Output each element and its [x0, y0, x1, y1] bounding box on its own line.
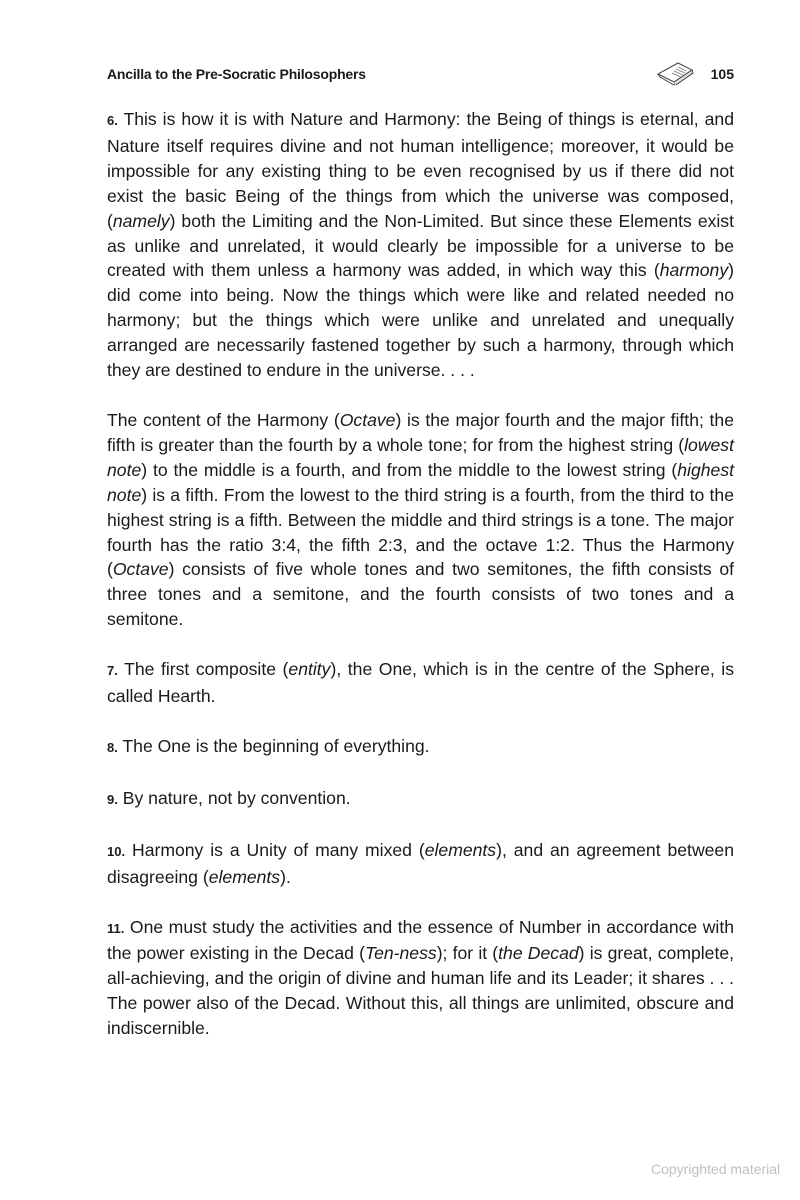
- text: ), and an agreement between disagreeing (: [107, 839, 735, 887]
- fragment-11: [107, 915, 734, 1042]
- text: ); for it (: [436, 943, 499, 964]
- text: The content of the Harmony (: [107, 409, 340, 430]
- italic-text: elements: [208, 866, 281, 887]
- fragment-6-continued: [107, 408, 734, 632]
- page-body: [107, 107, 734, 1041]
- text: ).: [280, 866, 291, 887]
- italic-text: lowest note: [107, 434, 734, 480]
- italic-text: Ten-ness: [364, 943, 437, 964]
- text: ), the One, which is in the centre of the Sphere, is called Hearth.: [107, 659, 735, 707]
- fragment-number: 9.: [107, 791, 118, 807]
- text: ) is the major fourth and the major fifth; the fifth is greater than the fourth by a whole tone; for from the highest string (: [107, 409, 734, 455]
- text: ) is a fifth. From the lowest to the third string is a fourth, from the third to the highest string is a fifth. Between the middle and third strings is a tone. The major fourth has the ratio 3:4, the fifth 2:3, and the octave 1:2. Thus the Harmony (: [107, 484, 734, 580]
- text: ) consists of five whole tones and two semitones, the fifth consists of three tones and a semitone, and the fourth consists of two tones and a semitone.: [107, 559, 734, 630]
- fragment-10: [107, 838, 734, 890]
- text: One must study the activities and the essence of Number in accordance with the power existing in the Decad (: [107, 916, 735, 964]
- text: This is how it is with Nature and Harmony: the Being of things is eternal, and Nature itself requires divine and not human intelligence; moreover, it would be impossible for any existing thing to be even recognised by us if there did not exist the basic Being of the things from which the universe was composed, (: [107, 109, 734, 231]
- italic-text: Octave: [339, 409, 396, 430]
- open-book-icon: [656, 60, 696, 86]
- fragment-number: 10.: [107, 843, 126, 859]
- fragment-7: [107, 657, 734, 709]
- italic-text: Octave: [112, 559, 169, 580]
- running-title: Ancilla to the Pre-Socratic Philosophers: [107, 66, 366, 82]
- fragment-number: 8.: [107, 739, 118, 755]
- page-number: 105: [710, 66, 734, 82]
- text: The One is the beginning of everything.: [122, 735, 430, 756]
- fragment-9: [107, 786, 734, 813]
- text: The first composite (: [124, 659, 289, 680]
- text: ) is great, complete, all-achieving, and the origin of divine and human life and its Leader; it shares . . . The power also of the Decad. Without this, all things are unlimited, obscure and indiscernible.: [107, 943, 735, 1039]
- text: ) to the middle is a fourth, and from the middle to the lowest string (: [141, 459, 678, 480]
- italic-text: the Decad: [498, 943, 579, 964]
- fragment-number: 6.: [107, 113, 118, 128]
- italic-text: elements: [424, 839, 497, 860]
- italic-text: entity: [288, 659, 331, 680]
- text: ) did come into being. Now the things which were like and related needed no harmony; but the things which were unlike and unrelated and unequally arranged are necessarily fastened together by such a harmony, through which they are destined to endure in the universe. . . .: [107, 260, 734, 381]
- fragment-number: 11.: [107, 920, 125, 936]
- fragment-6: [107, 107, 734, 383]
- text: By nature, not by convention.: [122, 787, 351, 808]
- copyright-watermark: Copyrighted material: [651, 1161, 781, 1177]
- fragment-number: 7.: [107, 663, 118, 679]
- italic-text: highest note: [107, 459, 734, 505]
- italic-text: namely: [112, 210, 170, 231]
- fragment-8: [107, 734, 734, 761]
- text: ) both the Limiting and the Non-Limited. But since these Elements exist as unlike and unrelated, it would clearly be impossible for a universe to be created with them unless a harmony was added, in which way this (: [107, 210, 734, 281]
- running-header: [107, 66, 734, 88]
- italic-text: harmony: [659, 260, 729, 281]
- text: Harmony is a Unity of many mixed (: [131, 839, 425, 860]
